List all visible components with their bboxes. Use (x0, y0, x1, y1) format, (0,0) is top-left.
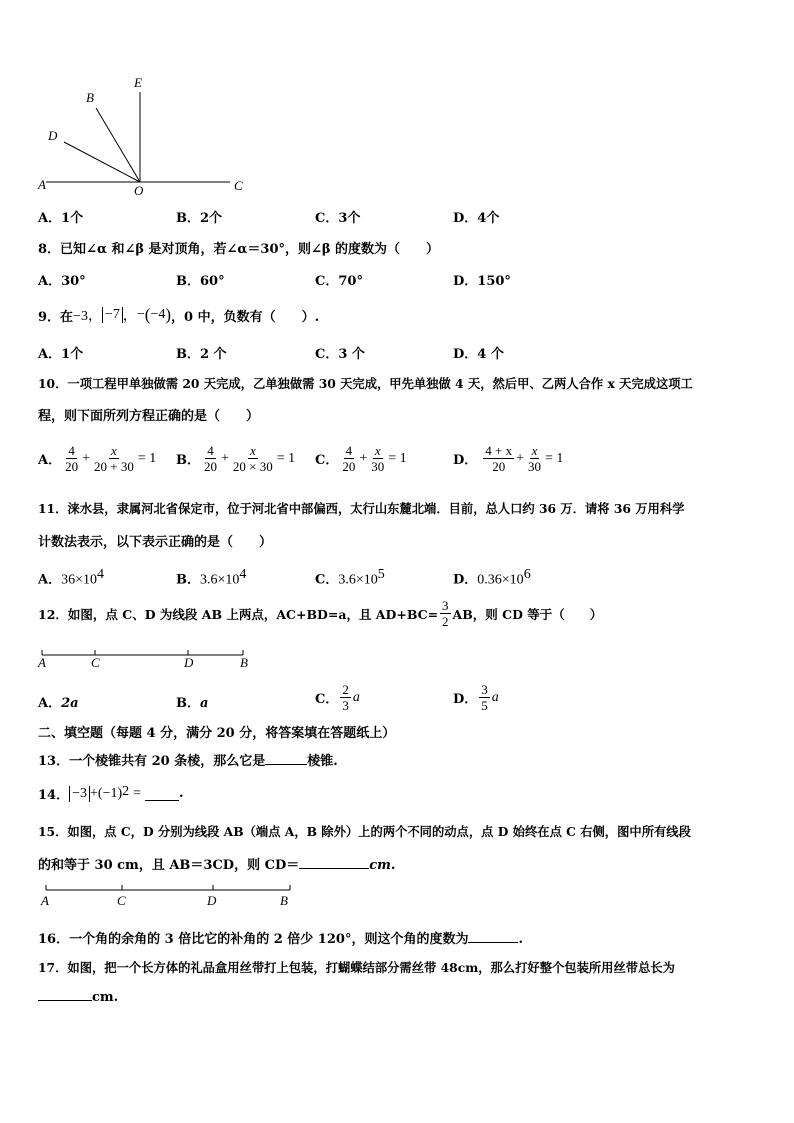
answer-blank[interactable] (299, 868, 369, 869)
plus-sign: + (516, 450, 525, 466)
q12-segment-figure (38, 648, 253, 662)
label-e: E (134, 75, 142, 90)
q17-line1: 17．如图，把一个长方体的礼品盒用丝带打上包装，打蝴蝶结部分需丝带 48cm，那么打好整个包装所用丝带总长为 (38, 960, 675, 975)
q12-option-a[interactable] (38, 692, 79, 711)
q10-line2: 程，则下面所列方程正确的是（ ） (38, 409, 260, 424)
q9-option-a[interactable]: A．1个 (38, 347, 84, 362)
q12-option-b[interactable] (176, 692, 208, 711)
sci-base: 36×10 (61, 572, 97, 588)
sci-base: 0.36×10 (477, 572, 524, 588)
q8-option-c[interactable]: C．70° (315, 274, 363, 289)
q15-line2 (38, 854, 395, 873)
q11-option-d[interactable] (453, 567, 531, 588)
q11-line2: 计数法表示，以下表示正确的是（ ） (38, 535, 273, 550)
q8-option-b[interactable]: B．60° (176, 274, 225, 289)
option-label: D． (453, 453, 478, 468)
label-b: B (86, 90, 94, 105)
fraction: $\frac{x}{20 \times 30}$ (232, 443, 273, 474)
option-label: D． (453, 572, 478, 588)
q12-option-d[interactable] (453, 682, 499, 713)
q14-post: . (179, 786, 184, 801)
q9-paren-close: ) (165, 305, 172, 324)
sci-exponent: 6 (523, 567, 531, 582)
fraction: $\frac{4}{20}$ (204, 443, 217, 474)
q10-option-a[interactable] (38, 443, 156, 474)
q12-post: AB，则 CD 等于（ ） (452, 606, 603, 622)
q9-abs-value: −7 (102, 307, 123, 323)
q12-text (38, 598, 602, 629)
option-variable: a (491, 689, 499, 705)
plus-sign: + (221, 450, 229, 466)
q10-option-c[interactable] (315, 443, 407, 474)
q16-post: . (518, 932, 523, 947)
q9-option-d[interactable]: D．4 个 (453, 347, 504, 362)
power-exponent: 2 (122, 784, 130, 799)
q10-option-b[interactable] (176, 443, 295, 474)
plus-sign: + (90, 785, 98, 801)
q9-prefix: 9．在 (38, 309, 74, 325)
answer-blank[interactable] (265, 764, 307, 765)
q13-text (38, 750, 338, 769)
q12-pre: 12．如图，点 C、D 为线段 AB 上两点，AC+BD=a，且 AD+BC= (38, 606, 439, 622)
option-value: 2a (61, 696, 79, 711)
abs-value: −3 (69, 786, 90, 802)
option-label: C． (315, 453, 339, 468)
q15-post: cm. (369, 858, 396, 873)
option-label: A． (38, 696, 62, 711)
fraction: $\frac{4}{20}$ (342, 443, 356, 474)
fraction: $\frac{x}{30}$ (371, 443, 385, 474)
fraction: $\frac{3}{2}$ (442, 598, 449, 629)
sci-base: 3.6×10 (338, 572, 378, 588)
label-o: O (134, 183, 144, 198)
q9-text (38, 305, 319, 325)
option-label: C． (315, 572, 339, 588)
option-label: B． (176, 453, 200, 468)
q15-point-b: B (280, 893, 288, 908)
q13-post: 棱锥. (307, 754, 338, 769)
fraction: $\frac{2}{3}$ (342, 682, 349, 713)
option-label: B． (176, 572, 200, 588)
q10-line1: 10．一项工程甲单独做需 20 天完成，乙单独做需 30 天完成，甲先单独做 4 天，然后甲、乙两人合作 x 天完成这项工 (38, 376, 693, 391)
q9-n1: −3， (73, 309, 102, 324)
q14-text (38, 784, 184, 803)
q14-pre: 14． (38, 788, 70, 803)
plus-sign: + (82, 450, 90, 466)
q12-point-a: A (38, 655, 46, 670)
q7-option-b[interactable]: B．2个 (176, 211, 223, 226)
plus-sign: + (359, 450, 368, 466)
angle-figure (30, 70, 260, 200)
sci-exponent: 5 (377, 567, 385, 582)
sci-exponent: 4 (239, 567, 247, 582)
q11-option-a[interactable] (38, 567, 104, 588)
equation-rhs: = 1 (137, 450, 157, 466)
fraction: $\frac{3}{5}$ (481, 682, 488, 713)
q7-option-a[interactable]: A．1个 (38, 211, 84, 226)
q9-tail: ，0 中，负数有（ ）. (171, 309, 320, 325)
label-c: C (234, 178, 243, 193)
answer-blank[interactable] (468, 942, 518, 943)
answer-blank[interactable] (145, 786, 179, 801)
q17-post: cm. (92, 990, 119, 1005)
q9-sep1: ， (122, 309, 137, 324)
option-label: A． (38, 572, 62, 588)
label-a: A (38, 177, 46, 192)
q11-option-c[interactable] (315, 567, 385, 588)
q16-text (38, 928, 523, 947)
power-base: (−1) (97, 785, 123, 801)
q9-inner: −4 (150, 307, 166, 322)
q12-point-d: D (184, 655, 194, 670)
q12-point-c: C (91, 655, 100, 670)
q13-pre: 13．一个棱锥共有 20 条棱，那么它是 (38, 754, 266, 769)
q15-point-a: A (41, 893, 49, 908)
answer-blank[interactable] (38, 1000, 92, 1001)
q9-paren-open: ( (144, 305, 151, 324)
q12-point-b: B (240, 655, 248, 670)
q15-point-c: C (117, 893, 126, 908)
q10-option-d[interactable] (453, 443, 563, 474)
fraction: $\frac{4 + x}{20}$ (485, 443, 513, 474)
q15-line1: 15．如图，点 C，D 分别为线段 AB（端点 A，B 除外）上的两个不同的动点，点 D 始终在点 C 右侧，图中所有线段 (38, 824, 691, 839)
sci-base: 3.6×10 (200, 572, 240, 588)
q9-option-b[interactable]: B．2 个 (176, 347, 227, 362)
q8-option-a[interactable]: A．30° (38, 274, 86, 289)
q11-option-b[interactable] (176, 567, 246, 588)
equation-rhs: = 1 (545, 450, 564, 466)
equals-sign: = (133, 785, 142, 801)
option-label: B． (176, 696, 200, 711)
q15-segment-figure (40, 882, 300, 896)
section-heading: 二、填空题（每题 4 分，满分 20 分，将答案填在答题纸上） (38, 726, 396, 741)
q15-pre: 的和等于 30 cm，且 AB＝3CD，则 CD＝ (38, 858, 300, 873)
option-label: C． (315, 692, 339, 707)
fraction: $\frac{x}{20 + 30}$ (94, 443, 134, 474)
option-label: D． (453, 692, 478, 707)
q11-line1: 11．涞水县，隶属河北省保定市，位于河北省中部偏西，太行山东麓北端．目前，总人口约 36 万．请将 36 万用科学 (38, 501, 685, 516)
q7-option-d[interactable]: D．4个 (453, 211, 500, 226)
q12-option-c[interactable] (315, 682, 360, 713)
q9-option-c[interactable]: C．3 个 (315, 347, 365, 362)
label-d: D (48, 128, 58, 143)
option-value: a (200, 696, 209, 711)
q9-minus: − (136, 307, 145, 322)
q17-line2 (38, 990, 118, 1005)
q16-pre: 16．一个角的余角的 3 倍比它的补角的 2 倍少 120°，则这个角的度数为 (38, 932, 469, 947)
fraction: $\frac{x}{30}$ (528, 443, 542, 474)
sci-exponent: 4 (97, 567, 104, 582)
option-variable: a (352, 689, 360, 705)
q7-option-c[interactable]: C．3个 (315, 211, 361, 226)
q15-point-d: D (207, 893, 217, 908)
equation-rhs: = 1 (388, 450, 407, 466)
fraction: $\frac{4}{20}$ (65, 443, 79, 474)
equation-rhs: = 1 (276, 450, 296, 466)
option-label: A． (38, 453, 62, 468)
q8-option-d[interactable]: D．150° (453, 274, 511, 289)
q8-text: 8．已知∠α 和∠β 是对顶角，若∠α＝30°，则∠β 的度数为（ ） (38, 242, 440, 257)
